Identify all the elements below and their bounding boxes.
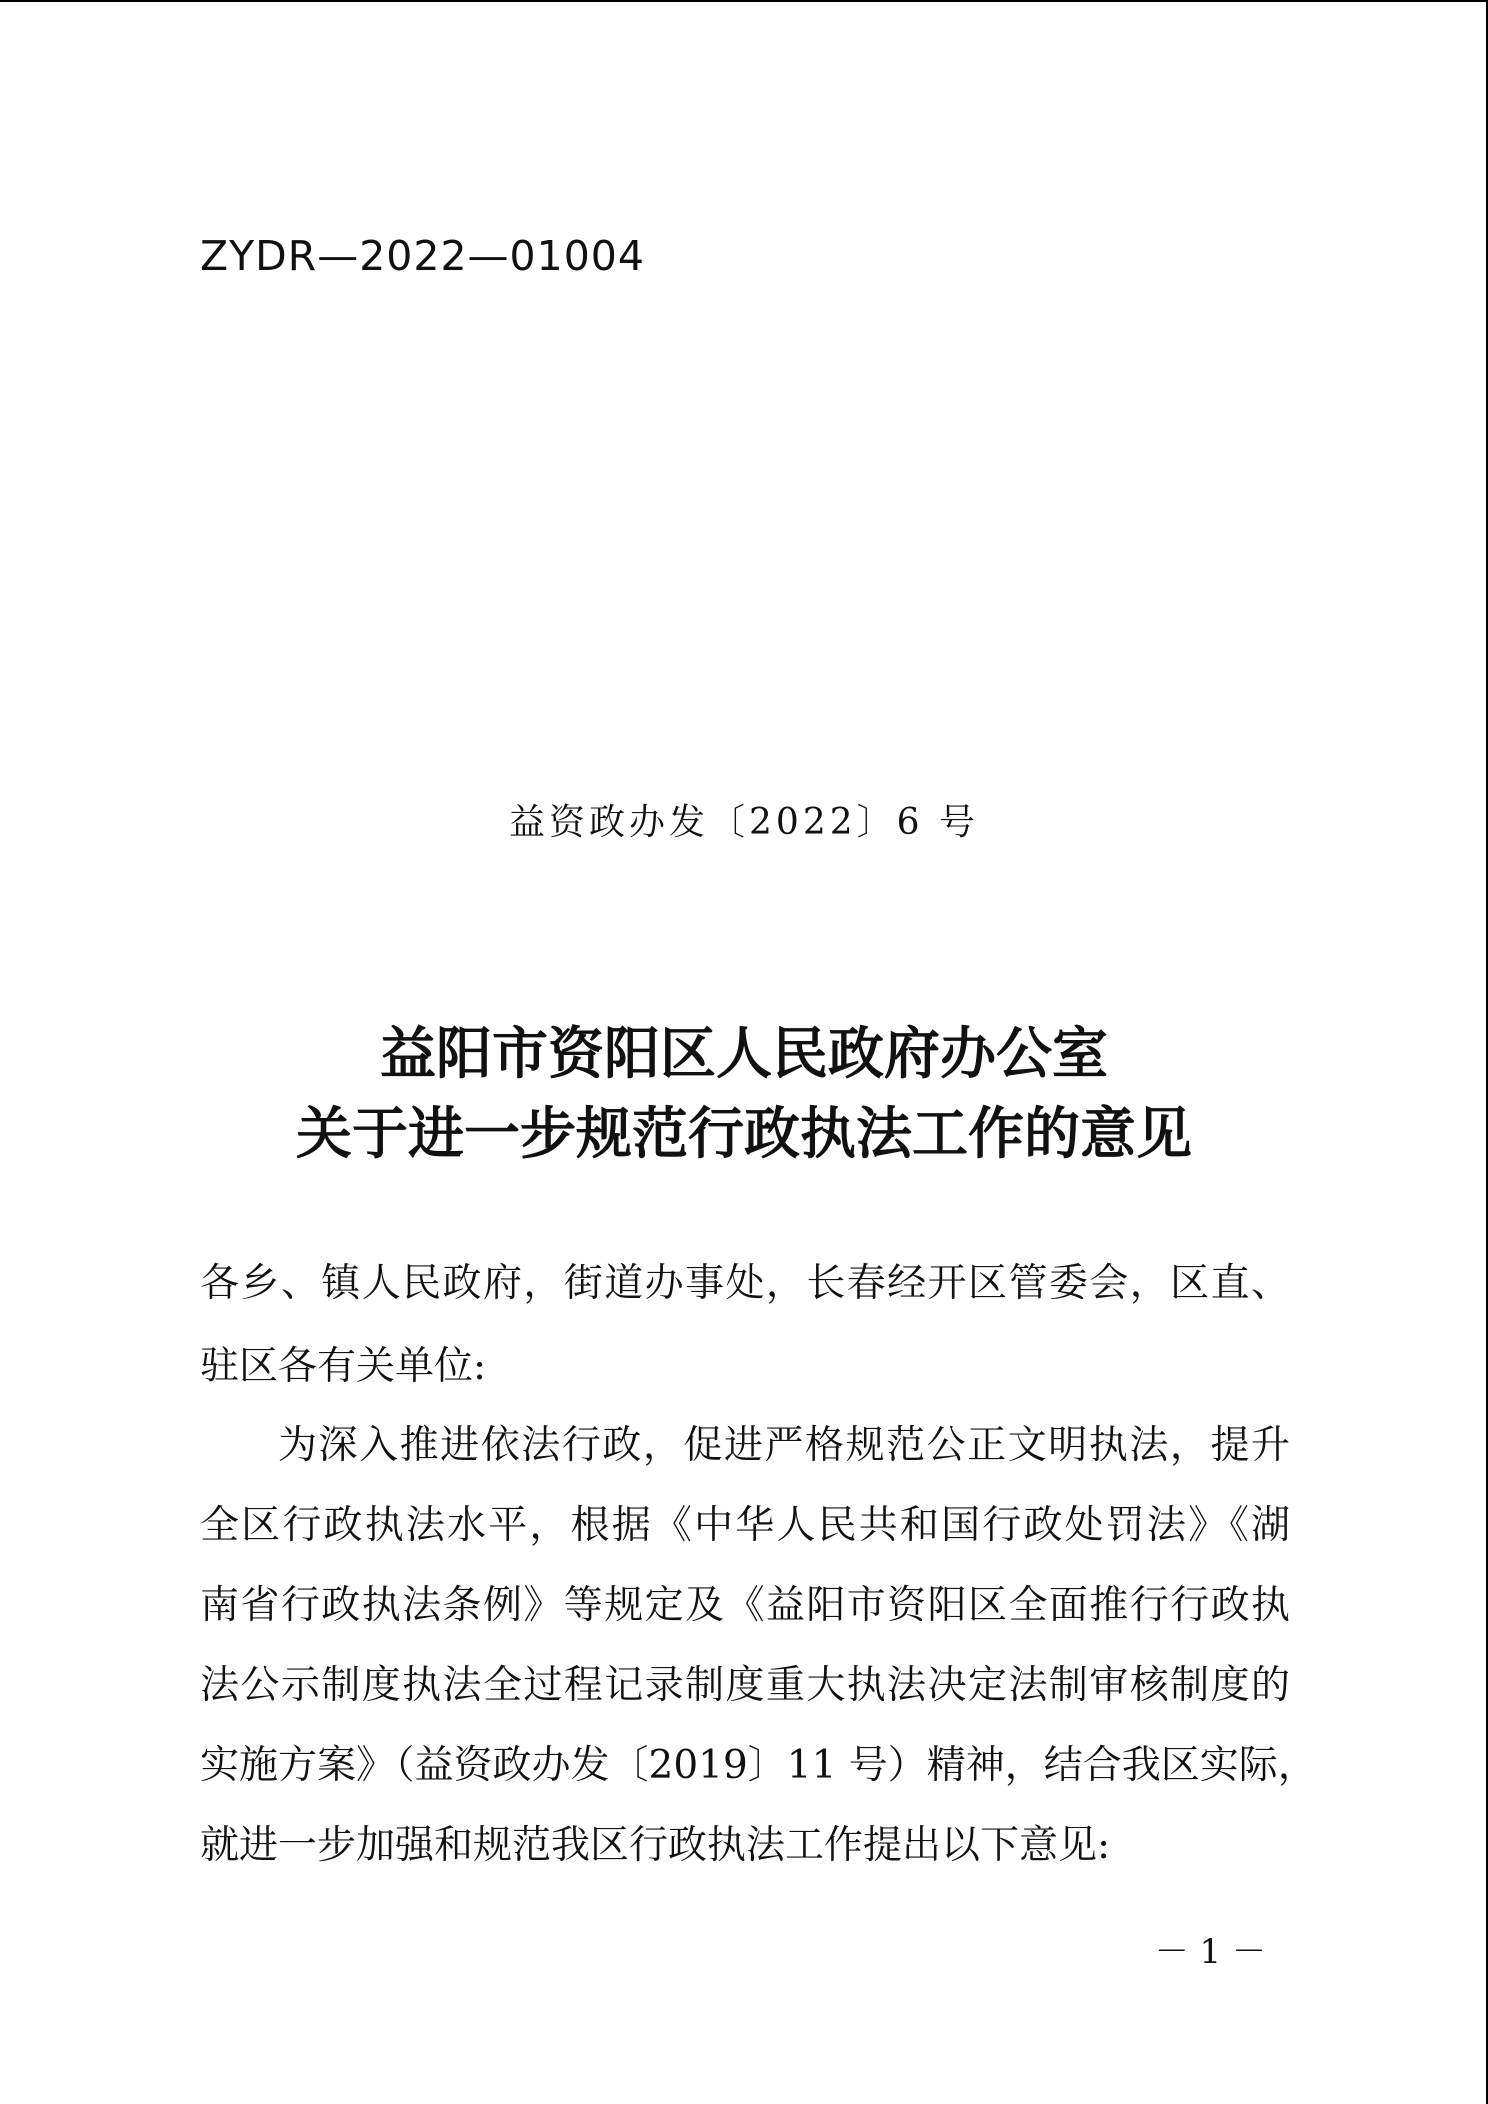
paragraph-line: 就进一步加强和规范我区行政执法工作提出以下意见: (200, 1823, 1111, 1868)
document-title-line-1: 益阳市资阳区人民政府办公室 (380, 1021, 1108, 1087)
paragraph-line: 实施方案》（益资政办发〔2019〕11 号）精神，结合我区实际， (200, 1743, 1317, 1788)
addressee-line-2: 驻区各有关单位: (200, 1344, 487, 1389)
paragraph-line: 南省行政执法条例》等规定及《益阳市资阳区全面推行行政执 (200, 1583, 1290, 1628)
document-number: 益资政办发〔2022〕6 号 (509, 802, 979, 843)
document-title-line-2: 关于进一步规范行政执法工作的意见 (296, 1101, 1192, 1167)
document-code: ZYDR—2022—01004 (200, 232, 645, 280)
page-number: － 1 － (1154, 1932, 1266, 1972)
paragraph-line: 全区行政执法水平，根据《中华人民共和国行政处罚法》《湖 (200, 1503, 1290, 1548)
paragraph-line: 为深入推进依法行政，促进严格规范公正文明执法，提升 (278, 1423, 1290, 1468)
paragraph-line: 法公示制度执法全过程记录制度重大执法决定法制审核制度的 (200, 1663, 1290, 1708)
top-border-line (0, 0, 1488, 2)
addressee-line-1: 各乡、镇人民政府，街道办事处，长春经开区管委会，区直、 (200, 1261, 1290, 1306)
